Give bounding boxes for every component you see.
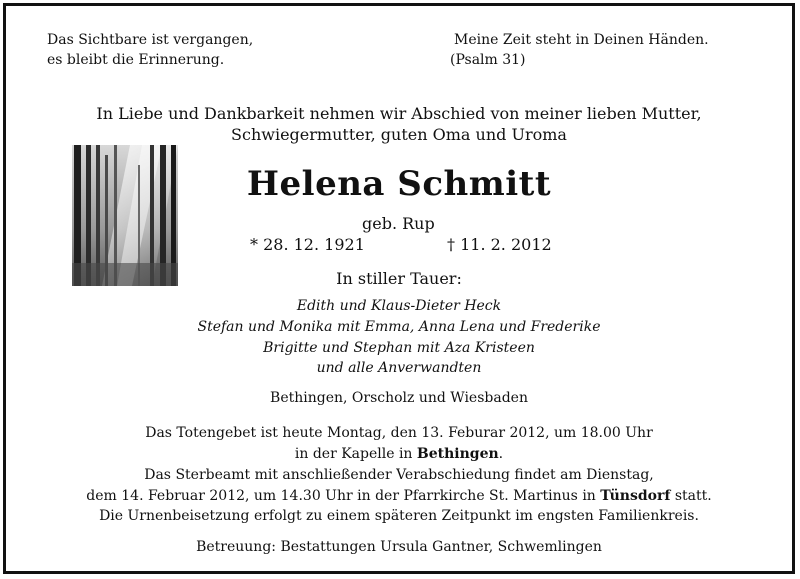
intro-line-2: Schwiegermutter, guten Oma und Uroma bbox=[231, 125, 567, 144]
maiden-name: geb. Rup bbox=[362, 214, 435, 233]
mourner-line: Brigitte und Stephan mit Aza Kristeen bbox=[263, 340, 535, 356]
service-line-5: Die Urnenbeisetzung erfolgt zu einem späteren Zeitpunkt im engsten Familienkreis. bbox=[99, 508, 699, 524]
service-line-4: dem 14. Februar 2012, um 14.30 Uhr in der Pfarrkirche St. Martinus in Tünsdorf statt. bbox=[86, 488, 712, 504]
location-bethingen: Bethingen bbox=[416, 446, 499, 462]
death-date: † 11. 2. 2012 bbox=[447, 235, 552, 254]
verse-left-line-2: es bleibt die Erinnerung. bbox=[47, 52, 225, 68]
location-tuensdorf: Tünsdorf bbox=[600, 488, 671, 504]
obituary-notice bbox=[3, 3, 795, 574]
mourner-line: und alle Anverwandten bbox=[316, 360, 482, 376]
funeral-home-credit: Betreuung: Bestattungen Ursula Gantner, Schwemlingen bbox=[196, 539, 602, 555]
verse-left-line-1: Das Sichtbare ist vergangen, bbox=[47, 32, 254, 48]
mourner-places: Bethingen, Orscholz und Wiesbaden bbox=[270, 390, 528, 406]
service-line-1: Das Totengebet ist heute Montag, den 13. Feburar 2012, um 18.00 Uhr bbox=[145, 425, 653, 441]
mourner-line: Stefan und Monika mit Emma, Anna Lena und Frederike bbox=[197, 319, 601, 335]
verse-right-line-2: (Psalm 31) bbox=[450, 52, 526, 68]
service-line-3: Das Sterbeamt mit anschließender Verabschiedung findet am Dienstag, bbox=[144, 467, 654, 483]
verse-right-line-1: Meine Zeit steht in Deinen Händen. bbox=[454, 32, 709, 48]
deceased-name: Helena Schmitt bbox=[246, 164, 552, 204]
birth-date: * 28. 12. 1921 bbox=[250, 235, 365, 254]
mourner-line: Edith und Klaus-Dieter Heck bbox=[296, 298, 502, 314]
intro-line-1: In Liebe und Dankbarkeit nehmen wir Abschied von meiner lieben Mutter, bbox=[96, 104, 702, 123]
service-line-2: in der Kapelle in Bethingen. bbox=[294, 446, 504, 462]
mourning-heading: In stiller Tauer: bbox=[336, 269, 462, 288]
